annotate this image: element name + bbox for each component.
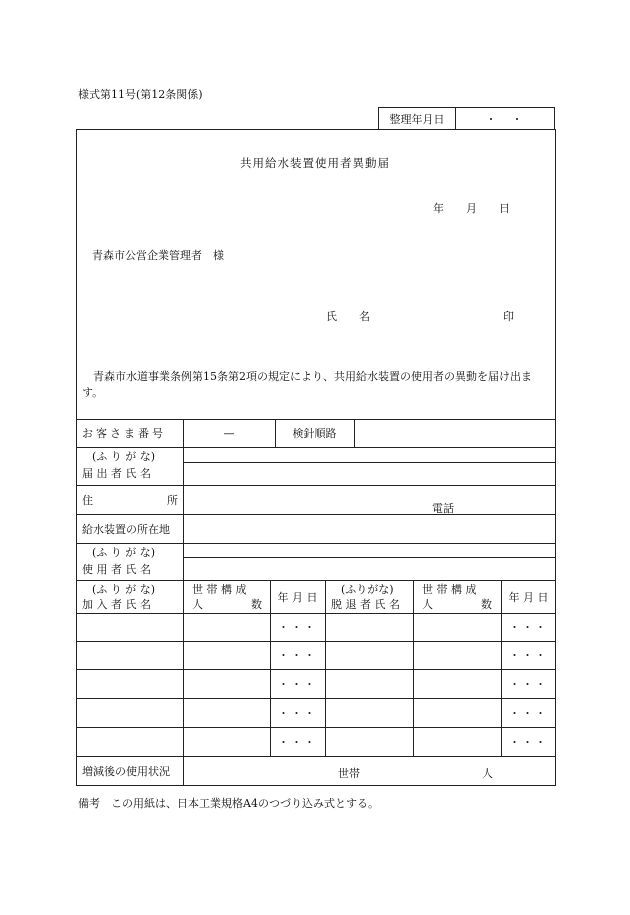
leave-date-field[interactable]: ・・・ xyxy=(509,621,548,634)
address-label: 住 所 xyxy=(82,493,178,507)
join-date-field[interactable]: ・・・ xyxy=(278,677,317,691)
column-rule xyxy=(413,580,414,756)
serial-date-label: 整理年月日 xyxy=(379,108,456,129)
user-name-label: 使 用 者 氏 名 xyxy=(82,563,151,576)
addressee: 青森市公営企業管理者 様 xyxy=(92,249,224,262)
applicant-name-field[interactable] xyxy=(184,463,555,485)
seal-mark: 印 xyxy=(503,310,514,323)
phone-label: 電話 xyxy=(432,502,454,515)
joiner-furigana-header: (ふ り が な) xyxy=(92,583,156,596)
join-date-field[interactable]: ・・・ xyxy=(278,649,317,662)
leaver-name-header: 脱 退 者 氏 名 xyxy=(331,598,400,611)
serial-date-box xyxy=(378,107,555,129)
meter-route-label: 検針順路 xyxy=(292,427,337,440)
household-header-leavers: 世 帯 構 成 xyxy=(422,583,477,596)
join-date-field[interactable]: ・・・ xyxy=(278,706,317,720)
applicant-name-label: 氏 名 xyxy=(326,310,370,323)
user-name-field[interactable] xyxy=(184,558,555,580)
submission-date-field[interactable]: 年 月 日 xyxy=(433,202,510,215)
leave-date-field[interactable]: ・・・ xyxy=(509,677,548,691)
household-subheader-joiners: 人 数 xyxy=(192,598,262,611)
user-furigana-label: (ふ り が な) xyxy=(92,546,156,559)
serial-date-field[interactable]: ・ ・ xyxy=(485,112,525,126)
applicant-furigana-field[interactable] xyxy=(184,448,555,462)
join-date-field[interactable]: ・・・ xyxy=(278,735,317,749)
column-rule xyxy=(325,580,326,756)
form-number: 様式第11号(第12条関係) xyxy=(78,88,203,101)
household-subheader-leavers: 人 数 xyxy=(422,598,492,611)
applicant-name-row-label: 届 出 者 氏 名 xyxy=(82,467,151,480)
leave-date-field[interactable]: ・・・ xyxy=(509,706,548,720)
device-location-label: 給水装置の所在地 xyxy=(82,522,170,536)
address-field[interactable] xyxy=(184,486,555,514)
usage-status-label: 増減後の使用状況 xyxy=(82,765,170,778)
user-furigana-field[interactable] xyxy=(184,544,555,557)
joiner-name-header: 加 入 者 氏 名 xyxy=(82,598,151,611)
form-title: 共用給水装置使用者異動届 xyxy=(240,156,390,170)
footnote: 備考 この用紙は、日本工業規格A4のつづり込み式とする。 xyxy=(78,797,379,810)
customer-number-field[interactable]: — xyxy=(223,426,235,440)
leave-date-field[interactable]: ・・・ xyxy=(509,735,548,749)
device-location-field[interactable] xyxy=(184,515,555,543)
meter-route-field[interactable] xyxy=(355,420,555,447)
leaver-furigana-header: (ふりがな) xyxy=(341,583,394,596)
persons-unit: 人 xyxy=(482,767,493,780)
join-date-field[interactable]: ・・・ xyxy=(278,621,317,634)
applicant-furigana-label: (ふ り が な) xyxy=(92,450,156,463)
household-header-joiners: 世 帯 構 成 xyxy=(192,583,247,596)
join-date-header: 年 月 日 xyxy=(277,590,318,604)
leave-date-header: 年 月 日 xyxy=(508,590,549,604)
customer-number-label: お客さま番号 xyxy=(82,427,166,440)
leave-date-field[interactable]: ・・・ xyxy=(509,649,548,662)
households-unit: 世帯 xyxy=(338,767,360,780)
declaration-text: 青森市水道事業条例第15条第2項の規定により、共用給水装置の使用者の異動を届け出ます。 xyxy=(82,370,532,399)
